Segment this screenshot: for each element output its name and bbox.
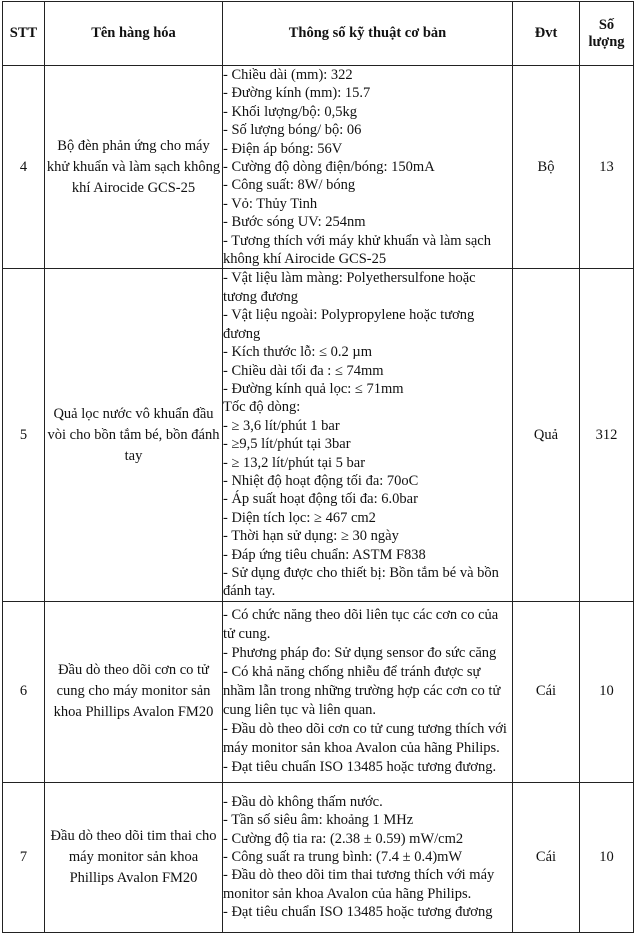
spec-line: - Tần số siêu âm: khoảng 1 MHz: [223, 812, 414, 829]
spec-line: - Bước sóng UV: 254nm: [223, 214, 366, 231]
row-qty: 10: [580, 782, 634, 932]
header-stt: STT: [3, 2, 45, 66]
spec-line: - Vỏ: Thủy Tinh: [223, 195, 318, 212]
spec-table: [2, 1, 634, 933]
row-stt: 5: [3, 269, 45, 601]
spec-line: - Vật liệu làm màng: Polyethersulfone hoặc tương đương: [223, 270, 476, 305]
spec-line: - Có khả năng chống nhiễu để tránh được sự nhầm lẫn trong những trường hợp các cơn co tử cung liên tục và liên quan.: [223, 664, 501, 719]
spec-line: - ≥9,5 lít/phút tại 3bar: [223, 436, 351, 453]
row-stt: 6: [3, 601, 45, 782]
row-unit: Bộ: [513, 66, 580, 269]
row-name: Đầu dò theo dõi tim thai cho máy monitor sản khoa Phillips Avalon FM20: [45, 782, 223, 932]
spec-line: - Cường độ dòng điện/bóng: 150mA: [223, 159, 435, 176]
spec-line: - Điện áp bóng: 56V: [223, 140, 343, 157]
row-name: Bộ đèn phản ứng cho máy khử khuẩn và làm sạch không khí Airocide GCS-25: [45, 66, 223, 269]
spec-line: - Đường kính (mm): 15.7: [223, 85, 371, 102]
row-qty: 10: [580, 601, 634, 782]
spec-line: - Đầu dò theo dõi tim thai tương thích với máy monitor sản khoa Avalon của hãng Philips.: [223, 867, 495, 902]
row-stt: 7: [3, 782, 45, 932]
row-unit: Quả: [513, 269, 580, 601]
spec-line: - Tương thích với máy khử khuẩn và làm sạch không khí Airocide GCS-25: [223, 232, 491, 268]
row-unit: Cái: [513, 601, 580, 782]
spec-line: - Phương pháp đo: Sử dụng sensor đo sức căng: [223, 645, 497, 662]
spec-line: - Đường kính quả lọc: ≤ 71mm: [223, 380, 404, 397]
spec-line: - Đầu dò theo dõi cơn co tử cung tương thích với máy monitor sản khoa Avalon của hãng Philips.: [223, 721, 507, 757]
spec-line: Tốc độ dòng:: [223, 399, 301, 416]
row-stt: 4: [3, 66, 45, 269]
row-qty: 13: [580, 66, 634, 269]
table-row: [3, 782, 634, 932]
header-row: [3, 2, 634, 66]
spec-line: - Chiều dài tối đa : ≤ 74mm: [223, 362, 384, 379]
row-qty: 312: [580, 269, 634, 601]
table-row: [3, 269, 634, 601]
spec-line: - Số lượng bóng/ bộ: 06: [223, 122, 362, 139]
header-qty: Số lượng: [580, 2, 634, 66]
spec-line: - Cường độ tia ra: (2.38 ± 0.59) mW/cm2: [223, 830, 464, 847]
spec-line: - Công suất ra trung bình: (7.4 ± 0.4)mW: [223, 849, 463, 866]
spec-line: - Đầu dò không thấm nước.: [223, 793, 383, 810]
spec-line: - Vật liệu ngoài: Polypropylene hoặc tương đương: [223, 307, 475, 342]
spec-line: - Kích thước lỗ: ≤ 0.2 µm: [223, 344, 373, 361]
table-row: [3, 66, 634, 269]
spec-line: - Có chức năng theo dõi liên tục các cơn co của tử cung.: [223, 607, 499, 643]
spec-line: - Chiều dài (mm): 322: [223, 67, 353, 83]
header-unit: Đvt: [513, 2, 580, 66]
row-name: Quả lọc nước vô khuẩn đầu vòi cho bồn tắm bé, bồn đánh tay: [45, 269, 223, 601]
row-specs: [223, 269, 513, 601]
spec-line: - ≥ 3,6 lít/phút 1 bar: [223, 417, 340, 434]
row-specs: [223, 782, 513, 932]
header-name: Tên hàng hóa: [45, 2, 223, 66]
spec-line: - ≥ 13,2 lít/phút tại 5 bar: [223, 454, 366, 471]
spec-line: - Sử dụng được cho thiết bị: Bồn tắm bé và bồn đánh tay.: [223, 564, 499, 600]
spec-line: - Đạt tiêu chuẩn ISO 13485 hoặc tương đương: [223, 904, 493, 921]
spec-line: - Khối lượng/bộ: 0,5kg: [223, 103, 357, 120]
row-specs: [223, 601, 513, 782]
spec-line: - Áp suất hoạt động tối đa: 6.0bar: [223, 491, 418, 508]
table-row: [3, 601, 634, 782]
spec-line: - Diện tích lọc: ≥ 467 cm2: [223, 509, 376, 526]
header-specs: Thông số kỹ thuật cơ bản: [223, 2, 513, 66]
spec-line: - Nhiệt độ hoạt động tối đa: 70oC: [223, 472, 419, 489]
spec-line: - Đạt tiêu chuẩn ISO 13485 hoặc tương đương.: [223, 759, 497, 776]
row-specs: [223, 66, 513, 269]
spec-line: - Công suất: 8W/ bóng: [223, 177, 356, 194]
row-unit: Cái: [513, 782, 580, 932]
spec-line: - Đáp ứng tiêu chuẩn: ASTM F838: [223, 546, 426, 563]
row-name: Đầu dò theo dõi cơn co tử cung cho máy monitor sản khoa Phillips Avalon FM20: [45, 601, 223, 782]
spec-line: - Thời hạn sử dụng: ≥ 30 ngày: [223, 528, 399, 545]
